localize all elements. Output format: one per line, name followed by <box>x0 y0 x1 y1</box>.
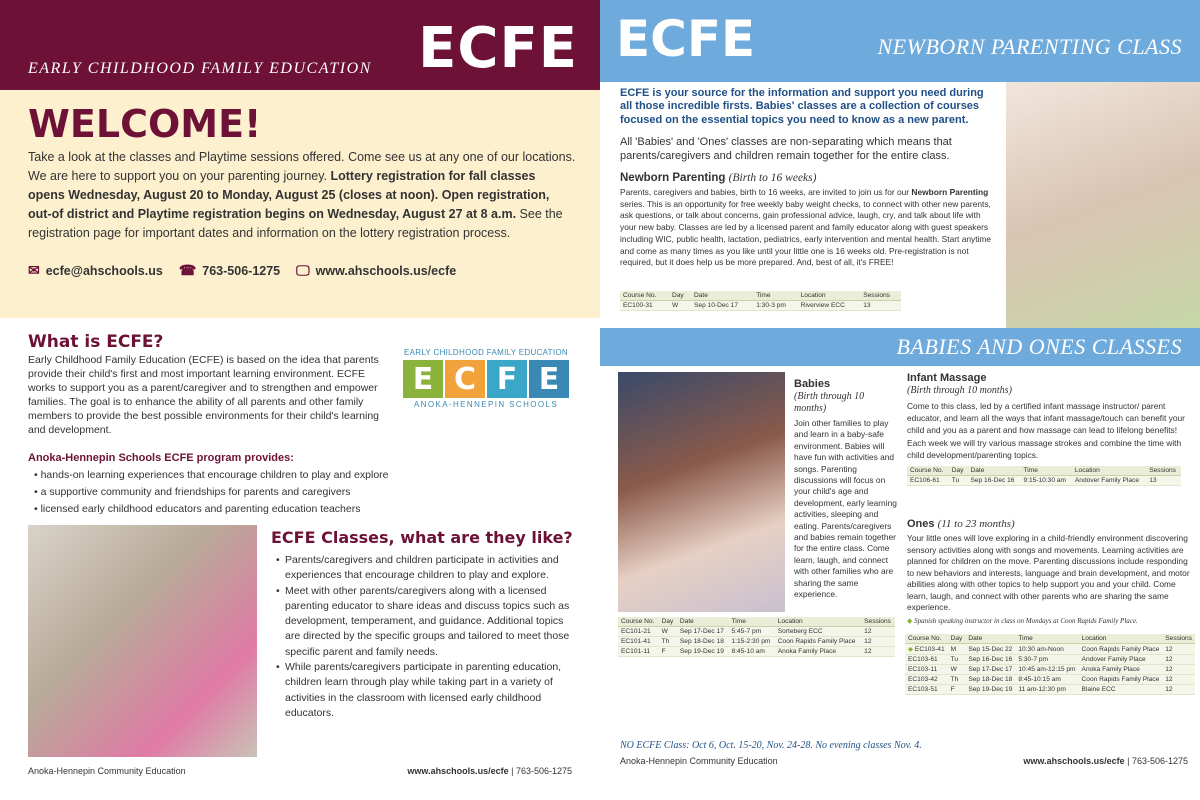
cell: 12 <box>861 647 895 657</box>
welcome-line4: See the <box>516 207 563 221</box>
cell: 12 <box>861 627 895 637</box>
cell: Coon Rapids Family Place <box>1079 675 1163 685</box>
right-header-banner <box>600 0 1200 82</box>
cell: 10:45 am-12:15 pm <box>1015 665 1078 675</box>
email-text: ecfe@ahschools.us <box>45 263 163 278</box>
col-time: Time <box>1015 634 1078 644</box>
ones-note-text: Spanish speaking instructor in class on Mondays at Coon Rapids Family Place. <box>914 617 1138 625</box>
cell: EC103-11 <box>905 665 948 675</box>
col-time: Time <box>729 617 775 627</box>
table-row <box>620 301 901 311</box>
newborn-body <box>620 187 998 269</box>
intro-bold: ECFE is your source for the information and support you need during all those incredible firsts. Babies' classes are a collection of courses focused on the essential topics you need to know as a new parent. <box>620 87 984 126</box>
cell: EC103-51 <box>905 685 948 695</box>
welcome-body <box>28 148 578 243</box>
right-footer-web[interactable]: www.ahschools.us/ecfe <box>1023 756 1125 766</box>
cell: Blaine ECC <box>1079 685 1163 695</box>
left-footer-web[interactable]: www.ahschools.us/ecfe <box>407 766 509 776</box>
computer-icon: 🖵 <box>296 262 310 278</box>
logo-tile-c: C <box>445 360 485 398</box>
contact-row <box>28 262 456 279</box>
logo-top-text: EARLY CHILDHOOD FAMILY EDUCATION <box>403 348 568 357</box>
list-item: • a supportive community and friendships for parents and caregivers <box>34 484 389 501</box>
cell: Andover Family Place <box>1072 476 1146 486</box>
babies-table <box>618 617 895 657</box>
cell: Sep 15-Dec 22 <box>965 644 1015 655</box>
col-sessions: Sessions <box>1146 466 1181 476</box>
logo-bottom-text: ANOKA-HENNEPIN SCHOOLS <box>413 400 559 409</box>
contact-phone[interactable] <box>179 262 280 279</box>
what-is-ecfe-heading: What is ECFE? <box>28 332 164 352</box>
list-item: • licensed early childhood educators and parenting education teachers <box>34 501 389 518</box>
mother-child-photo <box>28 525 257 757</box>
cell: 1:30-3 pm <box>753 301 797 311</box>
babies-heading: Babies <box>794 378 831 390</box>
cell: Sep 17-Dec 17 <box>677 627 729 637</box>
col-date: Date <box>691 291 753 301</box>
cell: Riverview ECC <box>798 301 861 311</box>
cell: EC100-31 <box>620 301 669 311</box>
cell: EC103-42 <box>905 675 948 685</box>
table-header-row <box>907 466 1181 476</box>
left-footer-phone: | 763-506-1275 <box>508 766 572 776</box>
cell: Sep 16-Dec 16 <box>967 476 1020 486</box>
intro-text: All 'Babies' and 'Ones' classes are non-separating which means that parents/caregivers and children remain together for the entire class. <box>620 136 952 162</box>
newborn-body-a: Parents, caregivers and babies, birth to 16 weeks, are invited to join us for our <box>620 187 912 197</box>
welcome-line1: Take a look at the classes and Playtime sessions offered. Come see us at any one of our locations. <box>28 150 576 164</box>
infant-massage-body: Come to this class, led by a certified infant massage instructor/ parent educator, and learn all the ways that infant massage/touch can benefit your child and you as a parent and how massage can lead to lifelong benefits! Each week we will try various massage strokes and combine the time with child development/parenting topics. <box>907 401 1185 460</box>
cell: EC101-21 <box>618 627 659 637</box>
infant-massage-table <box>907 466 1181 486</box>
left-header-subtitle: EARLY CHILDHOOD FAMILY EDUCATION <box>28 60 372 77</box>
list-item: • While parents/caregivers participate in parenting education, children learn through play while taking part in a variety of activities in the classroom with licensed early childhood educators. <box>276 660 576 721</box>
col-location: Location <box>798 291 861 301</box>
cell-text: EC103-41 <box>914 646 945 653</box>
cell: 12 <box>1162 665 1195 675</box>
cell: 12 <box>861 637 895 647</box>
classes-list <box>276 553 576 721</box>
cell: 9:15-10:30 am <box>1020 476 1071 486</box>
cell: Th <box>948 675 966 685</box>
cell: Tu <box>948 655 966 665</box>
right-header-title: ECFE <box>616 10 756 68</box>
cell: Sep 16-Dec 16 <box>965 655 1015 665</box>
no-class-notice: NO ECFE Class: Oct 6, Oct. 15-20, Nov. 24-28. No evening classes Nov. 4. <box>620 740 922 751</box>
envelope-icon: ✉ <box>28 262 40 278</box>
cell: 1:15-2:30 pm <box>729 637 775 647</box>
cell: 8:45-10 am <box>729 647 775 657</box>
cell: Anoka Family Place <box>775 647 861 657</box>
cell: 12 <box>1162 685 1195 695</box>
provides-list <box>34 467 389 518</box>
col-time: Time <box>753 291 797 301</box>
newborn-title: Newborn Parenting <box>620 172 726 184</box>
table-row <box>905 655 1195 665</box>
father-baby-photo <box>618 372 785 612</box>
diamond-icon: ◆ <box>907 617 913 625</box>
cell: Coon Rapids Family Place <box>775 637 861 647</box>
right-footer-org: Anoka-Hennepin Community Education <box>620 756 778 766</box>
cell: 12 <box>1162 675 1195 685</box>
ones-note <box>907 617 1138 625</box>
cell: Sep 19-Dec 19 <box>677 647 729 657</box>
left-footer-org: Anoka-Hennepin Community Education <box>28 766 186 776</box>
cell: EC101-41 <box>618 637 659 647</box>
logo-tiles <box>398 360 574 398</box>
welcome-line4-bold: out-of district and Playtime registration begins on Wednesday, August 27 at 8 a.m. <box>28 207 517 221</box>
col-day: Day <box>948 634 966 644</box>
col-course: Course No. <box>905 634 948 644</box>
logo-tile-e2: E <box>529 360 569 398</box>
cell: Sep 19-Dec 19 <box>965 685 1015 695</box>
infant-massage-heading: Infant Massage <box>907 372 987 384</box>
col-course: Course No. <box>620 291 669 301</box>
cell: EC101-11 <box>618 647 659 657</box>
cell: 12 <box>1162 644 1195 655</box>
table-header-row <box>905 634 1195 644</box>
newborn-body-b: series. This is an opportunity for free weekly baby weight checks, to connect with other new parents, ask questions, or talk about concerns, gain professional advice, laugh, cry, and talk about life with your new baby. Classes are led by a licensed parent and family educator along with guest speakers including WIC, public health, lactation, pediatrics, early intervention and mental health. Start anytime and come as many times as you like until your little one is 16 weeks old. Pre-registration is not required, but it does help us be more prepared. And, best of all, it's FREE! <box>620 198 992 268</box>
col-sessions: Sessions <box>861 617 895 627</box>
col-time: Time <box>1020 466 1071 476</box>
left-footer-contact <box>407 766 572 776</box>
cell: Sep 18-Dec 18 <box>677 637 729 647</box>
right-page <box>600 0 1200 800</box>
contact-website[interactable] <box>296 262 456 279</box>
left-header-banner <box>0 0 600 90</box>
col-sessions: Sessions <box>1162 634 1195 644</box>
cell: Tu <box>949 476 968 486</box>
table-row <box>618 647 895 657</box>
cell: 5:30-7 pm <box>1015 655 1078 665</box>
cell: Sep 18-Dec 18 <box>965 675 1015 685</box>
cell: 10:30 am-Noon <box>1015 644 1078 655</box>
cell: 12 <box>1162 655 1195 665</box>
col-sessions: Sessions <box>860 291 901 301</box>
col-location: Location <box>775 617 861 627</box>
cell: Anoka Family Place <box>1079 665 1163 675</box>
website-text: www.ahschools.us/ecfe <box>315 263 457 278</box>
col-date: Date <box>967 466 1020 476</box>
ecfe-logo <box>398 348 574 414</box>
cell: M <box>948 644 966 655</box>
cell: F <box>948 685 966 695</box>
col-course: Course No. <box>618 617 659 627</box>
cell: Th <box>659 637 677 647</box>
newborn-body-bold: Newborn Parenting <box>911 187 989 197</box>
ones-body: Your little ones will love exploring in a child-friendly environment discovering sensory activities along with songs and movements. Learning activities are planned for children on the move. Parenting discussions include responding to new behaviors and interests, language and brain development, and motor abilities along with other topics to help support you and your child. Come learn, laugh, and connect with other parents who are sharing the same experience. <box>907 533 1190 612</box>
welcome-line2-bold: Lottery registration for fall classes <box>330 169 536 183</box>
table-row <box>618 627 895 637</box>
provides-heading: Anoka-Hennepin Schools ECFE program provides: <box>28 452 294 464</box>
infant-massage-age: (Birth through 10 months) <box>907 385 1012 396</box>
newborn-heading <box>620 172 816 184</box>
welcome-line5: registration page for important dates and information on the lottery registration process. <box>28 226 511 240</box>
table-row <box>905 685 1195 695</box>
right-header-subtitle: NEWBORN PARENTING CLASS <box>877 34 1182 59</box>
table-row <box>907 476 1181 486</box>
cell: Sep 10-Dec 17 <box>691 301 753 311</box>
newborn-table <box>620 291 901 311</box>
table-row <box>618 637 895 647</box>
babies-ones-title: BABIES AND ONES CLASSES <box>896 334 1182 359</box>
cell: 13 <box>1146 476 1181 486</box>
welcome-line3-bold: opens Wednesday, August 20 to Monday, August 25 (closes at noon). Open registration, <box>28 188 550 202</box>
col-location: Location <box>1079 634 1163 644</box>
cell: EC103-61 <box>905 655 948 665</box>
list-item: • Meet with other parents/caregivers along with a licensed parenting educator to share ideas and discuss topics such as development, temperament, and guidance. Additional topics are directed by the specific groups and tailored to meet those specific parent and family needs. <box>276 584 576 660</box>
cell: Andover Family Place <box>1079 655 1163 665</box>
col-location: Location <box>1072 466 1146 476</box>
diamond-icon: ◆ <box>908 646 914 653</box>
logo-tile-f: F <box>487 360 527 398</box>
cell <box>905 644 948 655</box>
col-date: Date <box>677 617 729 627</box>
what-is-ecfe-body: Early Childhood Family Education (ECFE) is based on the idea that parents provide their child's first and most important learning environment. ECFE works to support you as a parent/caregiver and to strengthen and empower families. The goal is to enhance the ability of all parents and other family members to provide the best possible environments for their child's learning and development. <box>28 354 380 436</box>
right-footer-phone: | 763-506-1275 <box>1124 756 1188 766</box>
welcome-line2: We are here to support you on your parenting journey. <box>28 169 331 183</box>
cell: W <box>948 665 966 675</box>
cell: Sorteberg ECC <box>775 627 861 637</box>
ones-age: (11 to 23 months) <box>937 518 1015 530</box>
table-header-row <box>618 617 895 627</box>
welcome-section <box>0 90 600 318</box>
cell: EC106-61 <box>907 476 949 486</box>
newborn-age: (Birth to 16 weeks) <box>728 172 817 184</box>
babies-age: (Birth through 10 months) <box>794 391 865 414</box>
phone-text: 763-506-1275 <box>202 263 281 278</box>
baby-photo <box>1006 82 1200 328</box>
cell: 13 <box>860 301 901 311</box>
cell: 11 am-12:30 pm <box>1015 685 1078 695</box>
table-row <box>905 644 1195 655</box>
list-item: • Parents/caregivers and children participate in activities and experiences that encourage children to play and explore. <box>276 553 576 584</box>
cell: W <box>669 301 691 311</box>
ones-heading <box>907 518 1015 530</box>
cell: W <box>659 627 677 637</box>
col-day: Day <box>949 466 968 476</box>
phone-icon: ☎ <box>178 262 197 278</box>
col-day: Day <box>659 617 677 627</box>
contact-email[interactable] <box>28 262 163 279</box>
cell: F <box>659 647 677 657</box>
classes-heading: ECFE Classes, what are they like? <box>271 528 573 547</box>
left-header-title: ECFE <box>418 16 578 81</box>
list-item: • hands-on learning experiences that encourage children to play and explore <box>34 467 389 484</box>
table-row <box>905 665 1195 675</box>
col-day: Day <box>669 291 691 301</box>
col-course: Course No. <box>907 466 949 476</box>
col-date: Date <box>965 634 1015 644</box>
babies-body: Join other families to play and learn in a baby-safe environment. Babies will have fun with activities and songs. Parenting discussions will focus on your child's age and development, early learning activities, sleeping and eating. Parents/caregivers and babies remain together for the entire class. Come learn, laugh, and connect with other families who are sharing the same experience. <box>794 418 897 600</box>
right-footer-contact <box>1023 756 1188 766</box>
ones-title: Ones <box>907 518 935 530</box>
table-row <box>905 675 1195 685</box>
logo-tile-e1: E <box>403 360 443 398</box>
welcome-heading: WELCOME! <box>28 102 262 146</box>
cell: Coon Rapids Family Place <box>1079 644 1163 655</box>
babies-ones-banner <box>600 328 1200 366</box>
cell: Sep 17-Dec 17 <box>965 665 1015 675</box>
ones-table <box>905 634 1195 695</box>
cell: 5:45-7 pm <box>729 627 775 637</box>
table-header-row <box>620 291 901 301</box>
cell: 8:45-10:15 am <box>1015 675 1078 685</box>
